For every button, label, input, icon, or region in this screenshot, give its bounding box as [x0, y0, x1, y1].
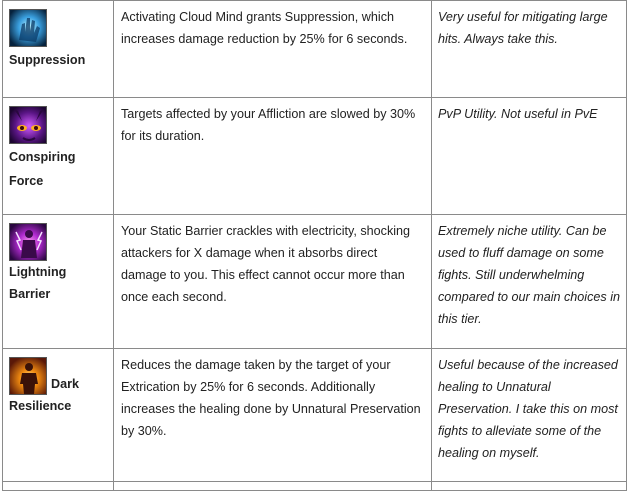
- talent-description: Targets affected by your Affliction are slowed by 30% for its duration.: [114, 98, 432, 215]
- blue-hand-icon: [9, 9, 47, 47]
- talent-name-line1: Conspiring: [9, 150, 76, 164]
- talent-note: Useful because of the increased healing to Unnatural Preservation. I take this on most fights to alleviate some of the healing on myself.: [432, 349, 627, 482]
- talent-note: Very useful for mitigating large hits. Always take this.: [432, 1, 627, 98]
- talent-name-line2: Barrier: [9, 287, 51, 301]
- table-row: [3, 482, 627, 491]
- talent-name-line1: Dark: [51, 377, 80, 391]
- table-row: [3, 215, 627, 349]
- talent-description: Reduces the damage taken by the target of your Extrication by 25% for 6 seconds. Additionally increases the healing done by Unnatural Preservation by 30%.: [114, 349, 432, 482]
- talent-note: PvP Utility. Not useful in PvE: [432, 98, 627, 215]
- table-row: [3, 1, 627, 98]
- purple-lightning-figure-icon: [9, 223, 47, 261]
- orange-glowing-figure-icon: [9, 357, 47, 395]
- table-row: [3, 349, 627, 482]
- talent-description: Your Static Barrier crackles with electricity, shocking attackers for X damage when it absorbs direct damage to you. This effect cannot occur more than once each second.: [114, 215, 432, 349]
- talent-name: Suppression: [9, 53, 86, 67]
- talent-name-cell: [3, 215, 114, 349]
- talent-description: Activating Cloud Mind grants Suppression, which increases damage reduction by 25% for 6 seconds.: [114, 1, 432, 98]
- talent-name-line2: Resilience: [9, 399, 72, 413]
- talent-name-line2: Force: [9, 174, 44, 188]
- talent-name-cell: [3, 349, 114, 482]
- talent-name-cell: [3, 98, 114, 215]
- empty-cell: [114, 482, 432, 491]
- table-row: [3, 98, 627, 215]
- talent-name-line1: Lightning: [9, 265, 67, 279]
- empty-cell: [3, 482, 114, 491]
- purple-demon-face-icon: [9, 106, 47, 144]
- talent-name-cell: [3, 1, 114, 98]
- empty-cell: [432, 482, 627, 491]
- talent-table: [2, 0, 627, 491]
- talent-note: Extremely niche utility. Can be used to fluff damage on some fights. Still underwhelming compared to our main choices in this tier.: [432, 215, 627, 349]
